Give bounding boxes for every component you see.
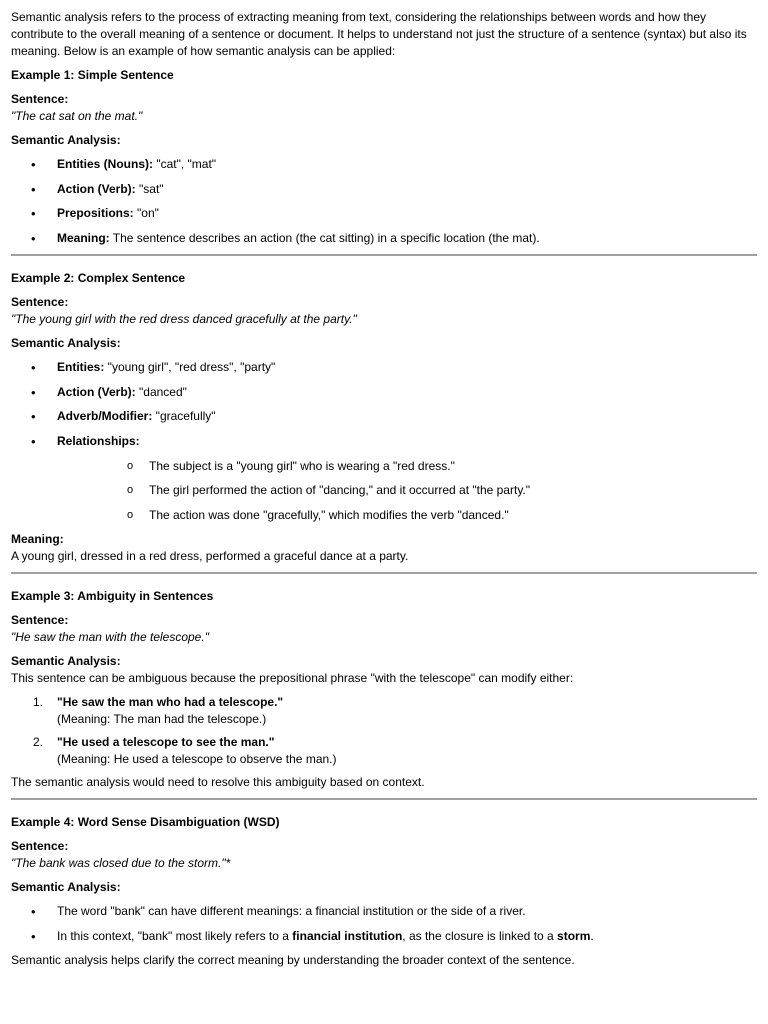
list-item xyxy=(11,359,757,376)
list-item xyxy=(11,433,757,524)
example-3-title: Example 3: Ambiguity in Sentences xyxy=(11,589,214,603)
item-label: Relationships: xyxy=(57,433,140,448)
sub-list-item: o The girl performed the action of "dancing," and it occurred at "the party." xyxy=(57,482,757,499)
item-text: The sentence describes an action (the cat sitting) in a specific location (the mat). xyxy=(109,230,540,245)
item-label: Prepositions: xyxy=(57,206,134,220)
item-text: "cat", "mat" xyxy=(153,157,217,171)
item-label: Entities (Nouns): xyxy=(57,157,153,171)
example-4-title: Example 4: Word Sense Disambiguation (WSD) xyxy=(11,815,280,829)
sentence-label: Sentence: xyxy=(11,92,69,106)
example-3-options-list xyxy=(11,694,757,768)
list-item xyxy=(11,384,757,401)
sentence-label: Sentence: xyxy=(11,613,69,627)
item-text: In this context, "bank" most likely refers to a xyxy=(57,928,293,943)
analysis-label: Semantic Analysis: xyxy=(11,880,121,894)
example-2-sentence: "The young girl with the red dress danced gracefully at the party." xyxy=(11,312,357,326)
horizontal-rule xyxy=(11,254,757,256)
example-1-title: Example 1: Simple Sentence xyxy=(11,68,174,82)
sentence-label: Sentence: xyxy=(11,839,69,853)
example-1-sentence: "The cat sat on the mat." xyxy=(11,109,143,123)
item-text: "gracefully" xyxy=(152,409,216,423)
sentence-label: Sentence: xyxy=(11,295,69,309)
option-note: (Meaning: The man had the telescope.) xyxy=(57,712,267,726)
example-3-analysis: This sentence can be ambiguous because the prepositional phrase "with the telescope" can modify either: xyxy=(11,671,574,685)
example-3-sentence: "He saw the man with the telescope." xyxy=(11,630,209,644)
intro-paragraph: Semantic analysis refers to the process of extracting meaning from text, considering the relationships between words and how they contribute to the overall meaning of a sentence or document. It helps to understand not just the structure of a sentence (syntax) but also its meaning. Below is an example of how semantic analysis can be applied: xyxy=(11,10,747,58)
relationships-list xyxy=(57,458,757,524)
emphasis-text: financial institution xyxy=(292,928,403,943)
list-number: 1. xyxy=(33,695,44,709)
example-4 xyxy=(11,814,757,969)
item-label: Entities: xyxy=(57,360,105,374)
sub-list-item: o The action was done "gracefully," which modifies the verb "danced." xyxy=(57,507,757,524)
analysis-label: Semantic Analysis: xyxy=(11,654,121,668)
example-1 xyxy=(11,67,757,247)
analysis-label: Semantic Analysis: xyxy=(11,336,121,350)
list-number: 2. xyxy=(33,735,44,749)
item-text: "on" xyxy=(133,206,159,220)
item-text: "sat" xyxy=(135,181,164,196)
emphasis-text: storm xyxy=(557,928,591,943)
example-3-conclusion: The semantic analysis would need to resolve this ambiguity based on context. xyxy=(11,775,425,789)
option-sentence: "He saw the man who had a telescope." xyxy=(57,695,284,709)
example-4-conclusion: Semantic analysis helps clarify the correct meaning by understanding the broader context of the sentence. xyxy=(11,953,575,967)
option-note: (Meaning: He used a telescope to observe the man.) xyxy=(57,752,337,766)
item-text: "danced" xyxy=(135,384,187,399)
example-2 xyxy=(11,270,757,565)
list-item xyxy=(11,694,757,728)
item-text: "young girl", "red dress", "party" xyxy=(104,360,276,374)
list-item xyxy=(11,408,757,425)
example-1-analysis-list xyxy=(11,156,757,247)
list-item: • The word "bank" can have different meanings: a financial institution or the side of a river. xyxy=(11,903,757,920)
example-2-title: Example 2: Complex Sentence xyxy=(11,271,186,285)
option-sentence: "He used a telescope to see the man." xyxy=(57,735,275,749)
list-item xyxy=(11,205,757,222)
item-text: , as the closure is linked to a xyxy=(402,928,558,943)
example-3 xyxy=(11,588,757,791)
item-label: Action (Verb): xyxy=(57,181,136,196)
sub-list-item: o The subject is a "young girl" who is wearing a "red dress." xyxy=(57,458,757,475)
example-4-analysis-list xyxy=(11,903,757,945)
list-item xyxy=(11,156,757,173)
horizontal-rule xyxy=(11,798,757,800)
list-item xyxy=(11,928,757,945)
example-2-meaning: A young girl, dressed in a red dress, performed a graceful dance at a party. xyxy=(11,549,409,563)
item-label: Action (Verb): xyxy=(57,384,136,399)
item-text: . xyxy=(590,928,594,943)
meaning-label: Meaning: xyxy=(11,532,64,546)
list-item xyxy=(11,181,757,198)
list-item xyxy=(11,230,757,247)
list-item xyxy=(11,734,757,768)
item-label: Adverb/Modifier: xyxy=(57,409,153,423)
example-4-sentence: "The bank was closed due to the storm."* xyxy=(11,856,231,870)
analysis-label: Semantic Analysis: xyxy=(11,133,121,147)
horizontal-rule xyxy=(11,572,757,574)
item-label: Meaning: xyxy=(57,230,110,245)
example-2-analysis-list xyxy=(11,359,757,524)
